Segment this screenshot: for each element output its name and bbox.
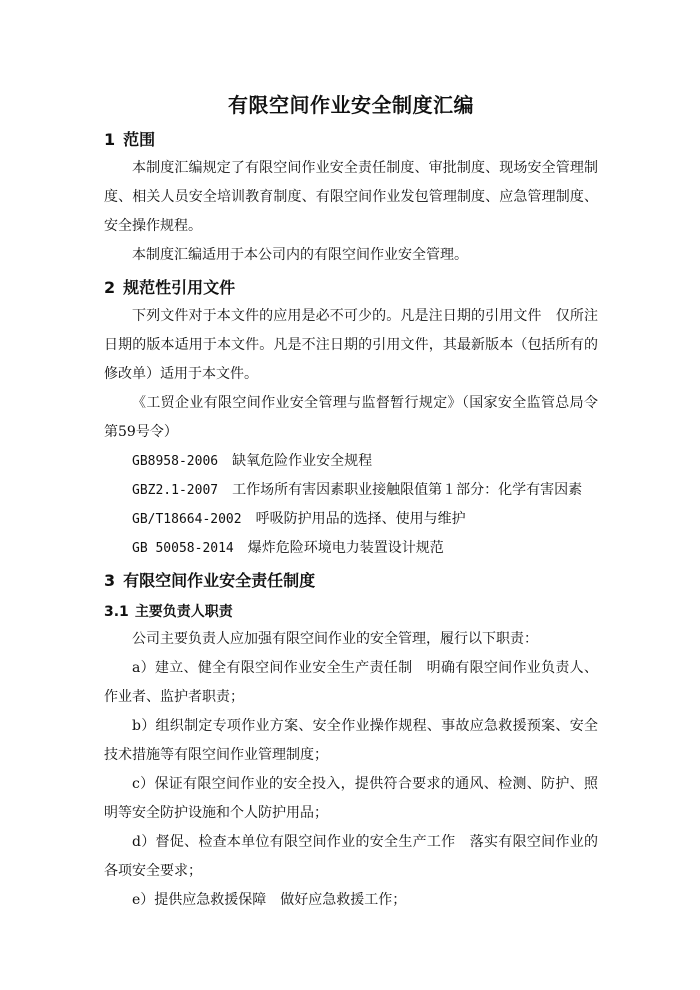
list-item: d）督促、检查本单位有限空间作业的安全生产工作 落实有限空间作业的各项安全要求；	[104, 834, 598, 879]
list-item: b）组织制定专项作业方案、安全作业操作规程、事故应急救援预案、安全技术措施等有限空间作业管理制度；	[104, 718, 598, 763]
paragraph: 本制度汇编适用于本公司内的有限空间作业安全管理。	[132, 247, 468, 263]
reference-item	[104, 505, 598, 534]
list-item: c）保证有限空间作业的安全投入，提供符合要求的通风、检测、防护、照明等安全防护设施和个人防护用品；	[104, 776, 598, 821]
reference-item	[104, 447, 598, 476]
reference-code: GB8958-2006	[132, 454, 219, 469]
reference-code: GB/T18664-2002	[132, 512, 242, 527]
section-heading-scope	[104, 126, 598, 154]
section-number: 2	[104, 278, 116, 297]
paragraph: 《工贸企业有限空间作业安全管理与监督暂行规定》（国家安全监管总局令第59号令）	[104, 395, 598, 440]
document-title: 有限空间作业安全制度汇编	[228, 93, 474, 117]
section-number: 3	[104, 571, 116, 590]
reference-name: 缺氧危险作业安全规程	[232, 453, 373, 469]
subsection-title: 主要负责人职责	[134, 604, 233, 620]
list-item: e）提供应急救援保障 做好应急救援工作；	[132, 892, 407, 908]
section-title: 有限空间作业安全责任制度	[123, 571, 316, 590]
subsection-heading	[104, 599, 598, 625]
paragraph: 下列文件对于本文件的应用是必不可少的。凡是注日期的引用文件 仅所注日期的版本适用于本文件。凡是不注日期的引用文件，其最新版本（包括所有的修改单）适用于本文件。	[104, 308, 598, 382]
section-heading-responsibility	[104, 567, 598, 595]
paragraph: 公司主要负责人应加强有限空间作业的安全管理，履行以下职责：	[132, 631, 538, 647]
reference-name: 呼吸防护用品的选择、使用与维护	[255, 511, 466, 527]
reference-code: GB 50058-2014	[132, 541, 234, 556]
reference-name: 爆炸危险环境电力装置设计规范	[247, 540, 444, 556]
reference-code: GBZ2.1-2007	[132, 483, 219, 498]
subsection-number: 3.1	[104, 604, 129, 620]
section-title: 范围	[123, 130, 156, 149]
section-number: 1	[104, 130, 116, 149]
list-item: a）建立、健全有限空间作业安全生产责任制 明确有限空间作业负责人、作业者、监护者职责；	[104, 660, 598, 705]
paragraph: 本制度汇编规定了有限空间作业安全责任制度、审批制度、现场安全管理制度、相关人员安全培训教育制度、有限空间作业发包管理制度、应急管理制度、安全操作规程。	[104, 160, 598, 234]
reference-item	[104, 534, 598, 563]
document-body	[104, 88, 598, 915]
section-heading-normative-references	[104, 274, 598, 302]
reference-item	[104, 476, 598, 505]
reference-name: 工作场所有害因素职业接触限值第１部分：化学有害因素	[232, 482, 583, 498]
section-title: 规范性引用文件	[123, 278, 236, 297]
